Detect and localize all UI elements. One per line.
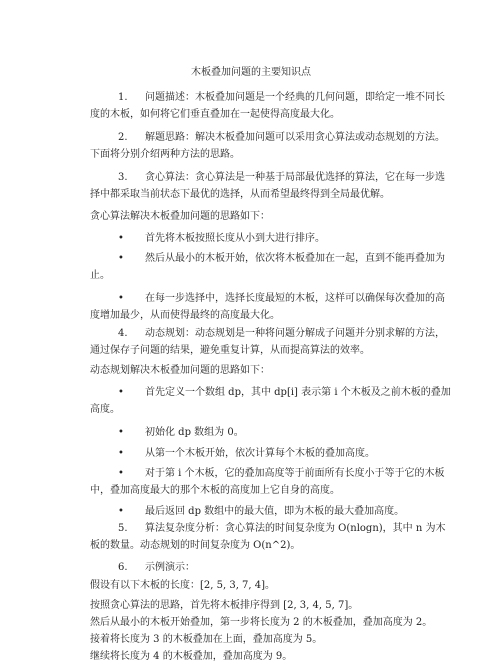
item-text-line: 下面将分别介绍两种方法的思路。 [90,149,240,160]
bullet-text-line: 首先定义一个数组 dp，其中 dp[i] 表示第 i 个木板及之前木板的叠加 [145,387,451,398]
item-text-line: 动态规划：动态规划是一种将问题分解成子问题并分别求解的方法， [145,328,445,339]
bullet-text-line: 初始化 dp 数组为 0。 [145,427,244,438]
bullet-text-line: 对于第 i 个木板，它的叠加高度等于前面所有长度小于等于它的木板 [145,468,445,479]
bullet-icon: • [118,427,124,438]
item-number: 2. [118,132,128,143]
bullet-text-line: 在每一步选择中，选择长度最短的木板，这样可以确保每次叠加的高 [145,293,445,304]
bullet-text-line: 从第一个木板开始，依次计算每个木板的叠加高度。 [145,448,375,459]
bullet-text-line: 高度。 [90,404,120,415]
item-text-line: 板的数量。动态规划的时间复杂度为 O(n^2)。 [90,540,301,551]
item-number: 3. [118,172,128,183]
bullet-text-line: 最后返回 dp 数组中的最大值，即为木板的最大叠加高度。 [145,506,405,517]
item-text-line: 通过保存子问题的结果，避免重复计算，从而提高算法的效率。 [90,345,370,356]
dp-intro: 动态规划解决木板叠加问题的思路如下： [90,365,270,376]
bullet-text-line: 止。 [90,270,110,281]
item-text-line: 择中都采取当前状态下最优的选择，从而希望最终得到全局最优解。 [90,189,390,200]
bullet-icon: • [118,387,124,398]
item-text-line: 度的木板，如何将它们垂直叠加在一起使得高度最大化。 [90,109,340,120]
bullet-icon: • [118,253,124,264]
example-line: 按照贪心算法的思路，首先将木板排序得到 [2, 3, 4, 5, 7]。 [90,600,359,611]
doc-title: 木板叠加问题的主要知识点 [191,67,311,78]
bullet-text-line: 然后从最小的木板开始，依次将木板叠加在一起，直到不能再叠加为 [145,253,445,264]
bullet-text-line: 度增加最少，从而使得最终的高度最大化。 [90,310,280,321]
item-text-line: 算法复杂度分析：贪心算法的时间复杂度为 O(nlogn)，其中 n 为木 [145,523,446,534]
bullet-icon: • [118,293,124,304]
item-number: 4. [118,328,128,339]
bullet-icon: • [118,468,124,479]
item-text-line: 示例演示： [145,562,195,573]
item-text-line: 贪心算法：贪心算法是一种基于局部最优选择的算法，它在每一步选 [145,172,445,183]
item-text-line: 问题描述：木板叠加问题是一个经典的几何问题，即给定一堆不同长 [145,92,445,103]
example-line: 继续将长度为 4 的木板叠加，叠加高度为 9。 [90,651,293,662]
bullet-text-line: 首先将木板按照长度从小到大进行排序。 [145,233,325,244]
example-line: 接着将长度为 3 的木板叠加在上面，叠加高度为 5。 [90,634,323,645]
bullet-icon: • [118,506,124,517]
bullet-icon: • [118,233,124,244]
item-number: 1. [118,92,128,103]
example-line: 假设有以下木板的长度：[2, 5, 3, 7, 4]。 [90,580,276,591]
bullet-icon: • [118,448,124,459]
item-number: 6. [118,562,128,573]
item-text-line: 解题思路：解决木板叠加问题可以采用贪心算法或动态规划的方法。 [145,132,445,143]
example-line: 然后从最小的木板开始叠加，第一步将长度为 2 的木板叠加，叠加高度为 2。 [90,617,433,628]
bullet-text-line: 中，叠加高度最大的那个木板的高度加上它自身的高度。 [90,485,340,496]
greedy-intro: 贪心算法解决木板叠加问题的思路如下： [90,211,270,222]
item-number: 5. [118,523,128,534]
